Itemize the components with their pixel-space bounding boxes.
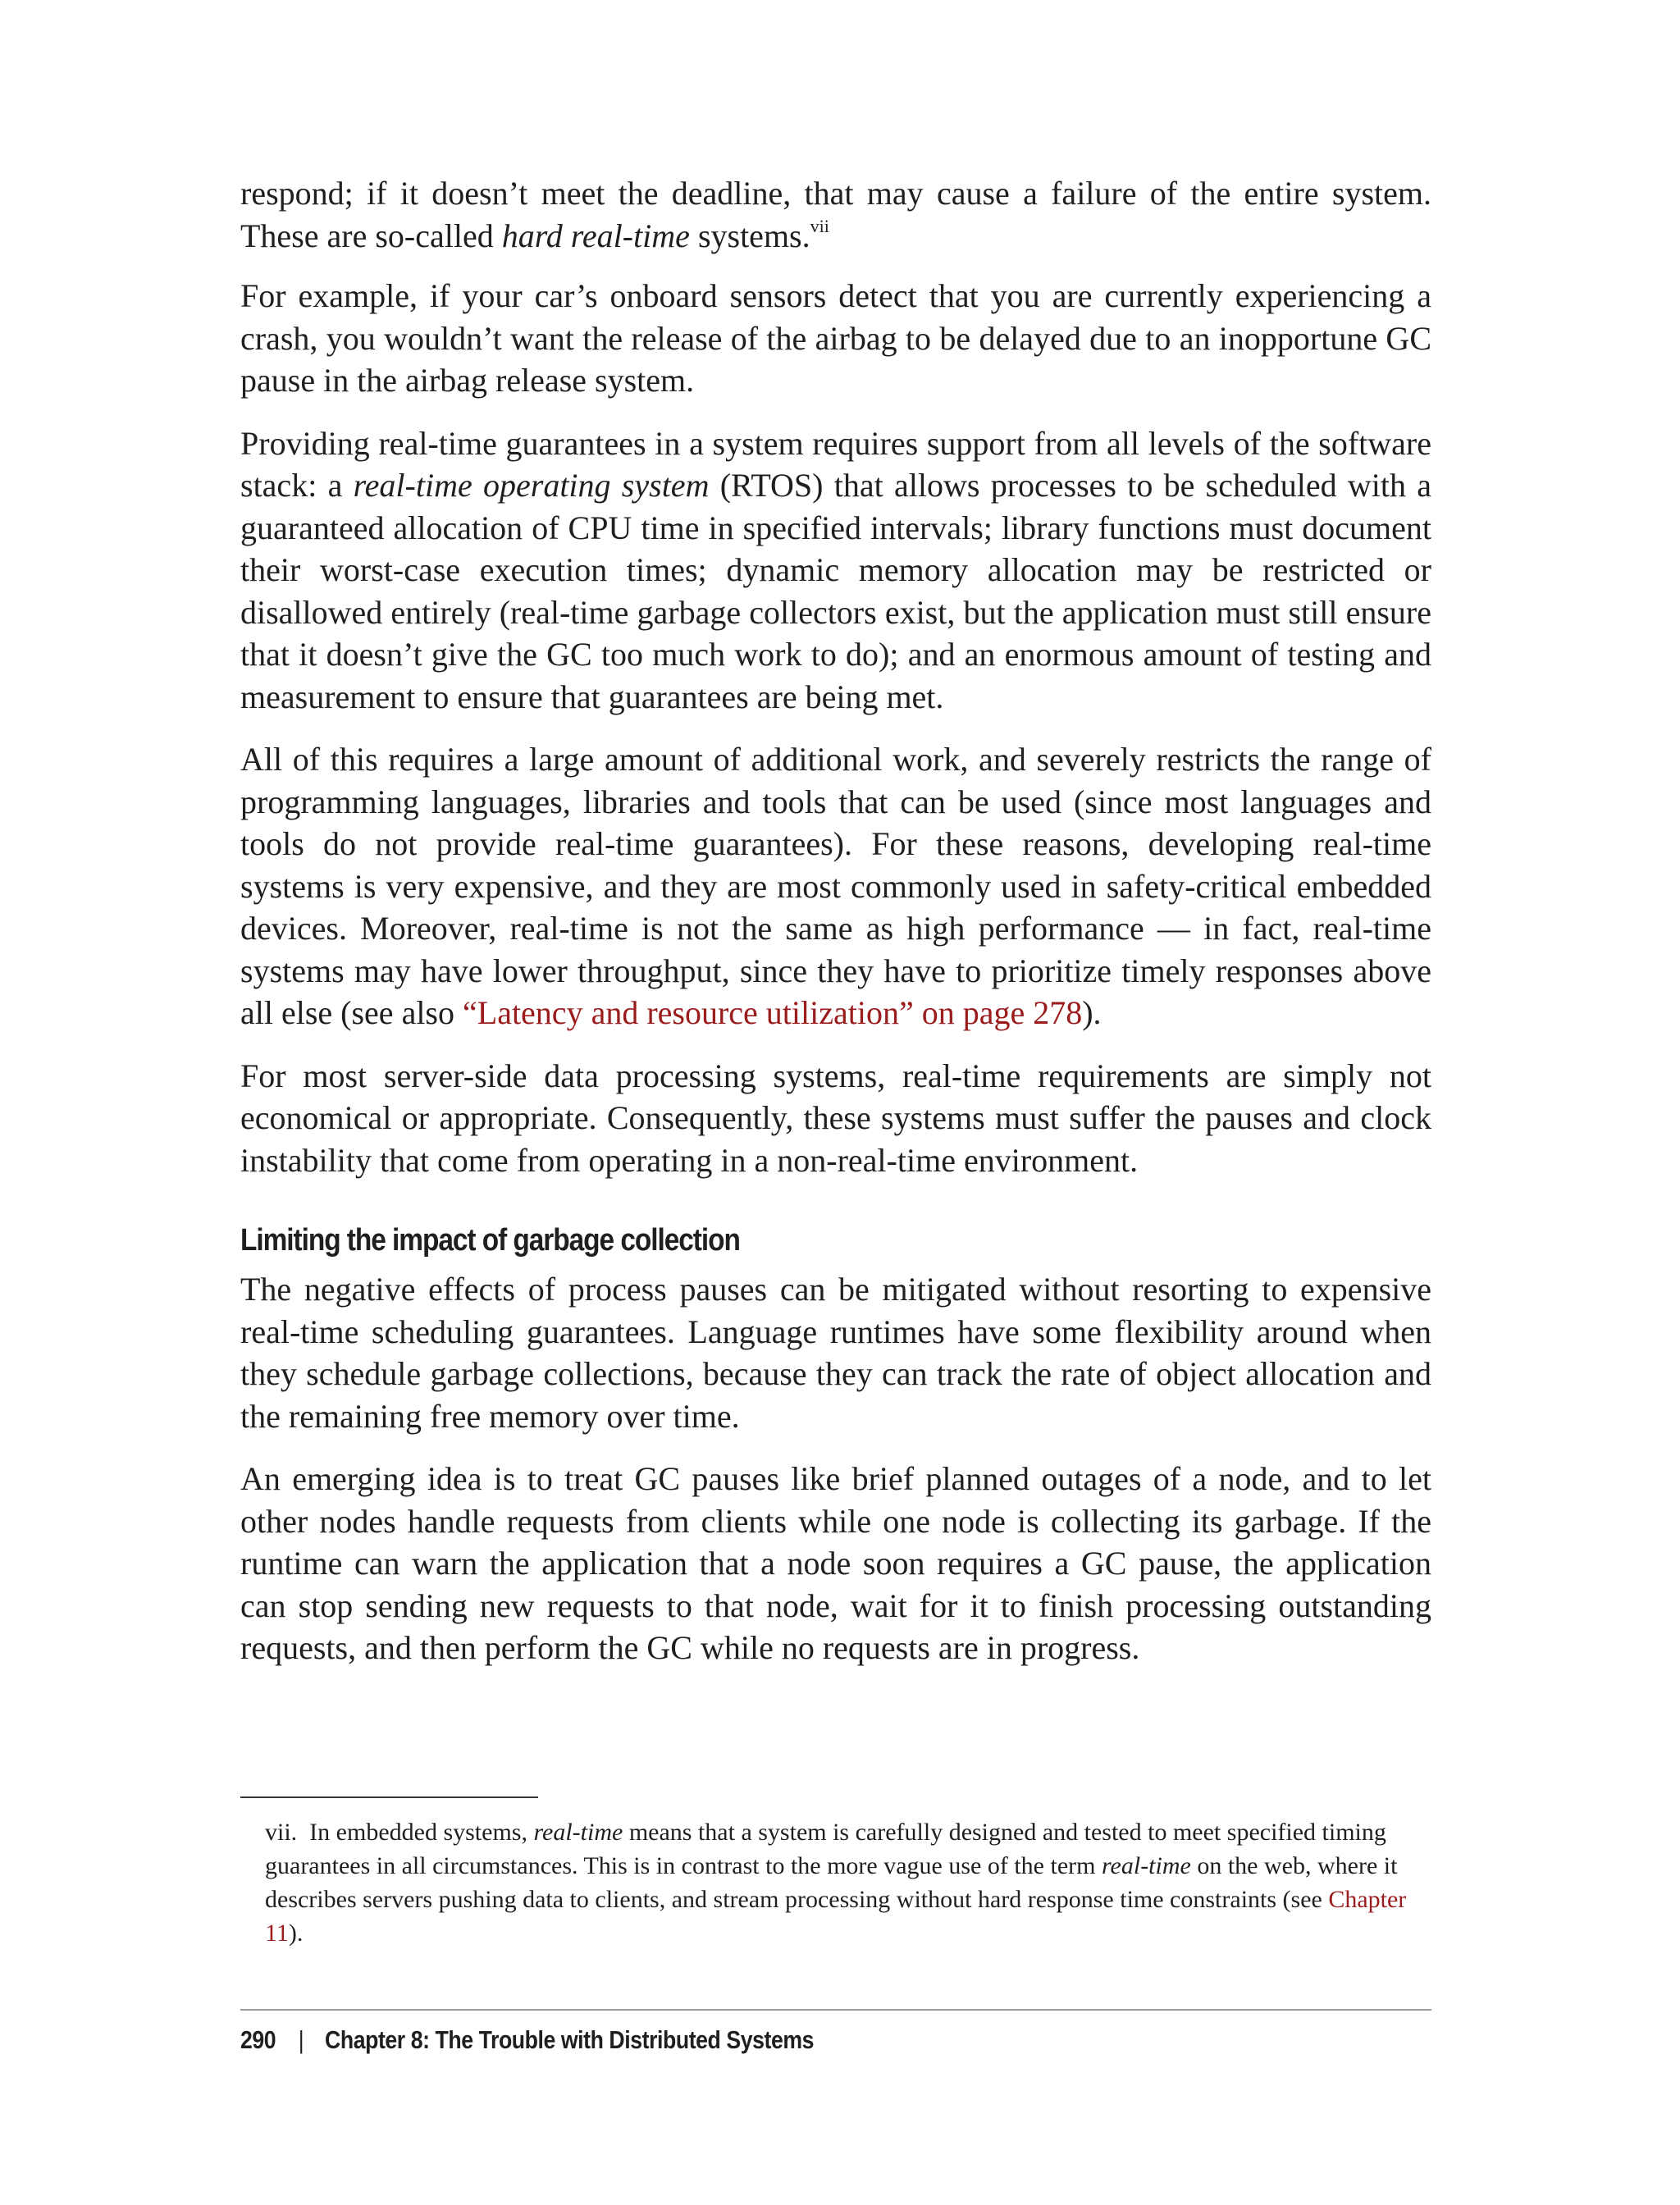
paragraph-additional-work: All of this requires a large amount of additional work, and severely restricts the range of programming languages, libraries and tools that can be used (since most languages and tools do not provide real-time guarantees). For these reasons, developing real-time systems is very expensive, and they are most commonly used in safety-critical embedded devices. Moreover, real-time is not the same as high performance — in fact, real-time systems may have lower throughput, since they have to prioritize timely responses above all else (see also “Latency and resource utilization” on page 278). xyxy=(240,741,1431,1031)
footnote: vii. In embedded systems, real-time means that a system is carefully designed and tested to meet specified timing guarantees in all circumstances. This is in contrast to the more vague use of the term real-time on the web, where it describes servers pushing data to clients, and stream processing without hard response time constraints (see Chapter 11). xyxy=(265,1819,1407,1947)
footer-divider xyxy=(240,2009,1431,2011)
footnote-label: vii. xyxy=(265,1819,298,1846)
chapter-title: Chapter 8: The Trouble with Distributed Systems xyxy=(325,2025,815,2054)
footnote-divider xyxy=(240,1796,538,1798)
body-text xyxy=(240,172,1431,1690)
page-number: 290 xyxy=(240,2025,276,2054)
page-footer xyxy=(240,2020,814,2061)
em-hard-real-time: hard real-time xyxy=(501,217,690,254)
chapter-11-link[interactable]: Chapter 11 xyxy=(265,1886,1407,1947)
paragraph-planned-outages: An emerging idea is to treat GC pauses like brief planned outages of a node, and to let other nodes handle requests from clients while one node is collecting its garbage. If the runtime can warn the application that a node soon requires a GC pause, the application can stop sending new requests to that node, wait for it to finish processing outstanding requests, and then perform the GC while no requests are in progress. xyxy=(240,1460,1431,1666)
paragraph-rtos: Providing real-time guarantees in a system requires support from all levels of the software stack: a real-time operating system (RTOS) that allows processes to be scheduled with a guaranteed allocation of CPU time in specified intervals; library functions must document their worst-case execution times; dynamic memory allocation may be restricted or disallowed entirely (real-time garbage collectors exist, but the application must still ensure that it doesn’t give the GC too much work to do); and an enormous amount of testing and measurement to ensure that guarantees are being met. xyxy=(240,424,1431,715)
footnote-mark[interactable]: vii xyxy=(810,215,829,236)
latency-page-link[interactable]: “Latency and resource utilization” on page 278 xyxy=(463,994,1083,1031)
em-rtos: real-time operating system xyxy=(353,467,710,504)
paragraph-airbag-example: For example, if your car’s onboard sensors detect that you are currently experiencing a crash, you wouldn’t want the release of the airbag to be delayed due to an inopportune GC pause in the airbag release system. xyxy=(240,277,1431,399)
paragraph-mitigation: The negative effects of process pauses can be mitigated without resorting to expensive real-time scheduling guarantees. Language runtimes have some flexibility around when they schedule garbage collections, because they can track the rate of object allocation and the remaining free memory over time. xyxy=(240,1271,1431,1435)
paragraph-hard-real-time: respond; if it doesn’t meet the deadline, that may cause a failure of the entire system. These are so-called hard real-time systems.$^{vii}$ xyxy=(240,175,1431,254)
paragraph-server-side: For most server-side data processing systems, real-time requirements are simply not economical or appropriate. Consequently, these systems must suffer the pauses and clock instability that come from operating in a non-real-time environment. xyxy=(240,1057,1431,1179)
section-heading: Limiting the impact of garbage collection xyxy=(240,1223,740,1258)
footer-separator: | xyxy=(298,2025,304,2054)
